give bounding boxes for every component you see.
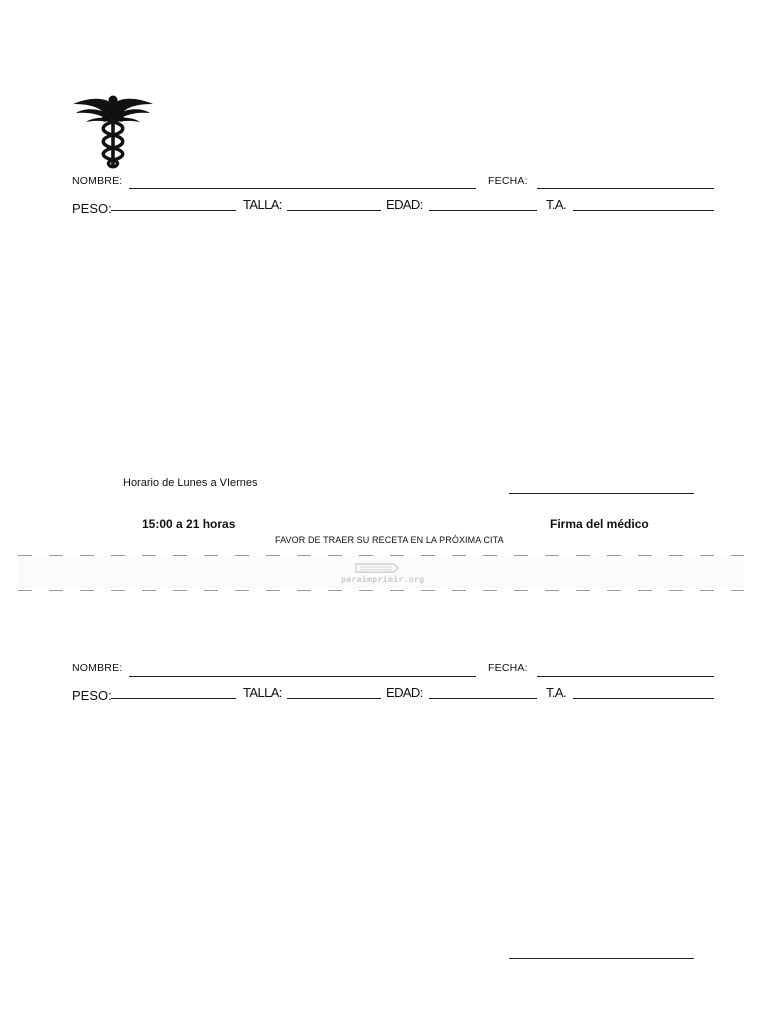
peso-label: PESO: — [72, 201, 112, 216]
peso-label-2: PESO: — [72, 688, 112, 703]
peso-field[interactable] — [111, 210, 236, 211]
nombre-label-2: NOMBRE: — [72, 662, 123, 674]
nombre-field[interactable] — [129, 188, 476, 189]
fecha-label: FECHA: — [488, 175, 528, 187]
caduceus-icon — [70, 92, 156, 170]
cut-line-top — [18, 555, 744, 556]
nombre-label: NOMBRE: — [72, 175, 123, 187]
ta-field[interactable] — [573, 210, 714, 211]
signature-label: Firma del médico — [550, 517, 649, 531]
cut-line-bottom — [18, 590, 744, 591]
fecha-field-2[interactable] — [537, 676, 714, 677]
talla-field-2[interactable] — [287, 698, 381, 699]
ta-field-2[interactable] — [573, 698, 714, 699]
paraimprimir-logo-icon — [354, 560, 400, 576]
talla-label: TALLA: — [243, 197, 282, 212]
ta-label-2: T.A. — [546, 685, 566, 700]
fecha-field[interactable] — [537, 188, 714, 189]
schedule-days: Horario de Lunes a VIernes — [123, 477, 258, 489]
signature-line-2[interactable] — [509, 958, 694, 959]
watermark-text: paraimprimir.org — [341, 575, 425, 584]
nombre-field-2[interactable] — [129, 676, 476, 677]
talla-field[interactable] — [287, 210, 381, 211]
signature-line[interactable] — [509, 493, 694, 494]
schedule-hours: 15:00 a 21 horas — [142, 517, 236, 531]
ta-label: T.A. — [546, 197, 566, 212]
notice-text: FAVOR DE TRAER SU RECETA EN LA PRÓXIMA CITA — [275, 535, 504, 545]
fecha-label-2: FECHA: — [488, 662, 528, 674]
edad-label-2: EDAD: — [386, 685, 423, 700]
edad-label: EDAD: — [386, 197, 423, 212]
edad-field-2[interactable] — [429, 698, 537, 699]
edad-field[interactable] — [429, 210, 537, 211]
talla-label-2: TALLA: — [243, 685, 282, 700]
peso-field-2[interactable] — [111, 698, 236, 699]
